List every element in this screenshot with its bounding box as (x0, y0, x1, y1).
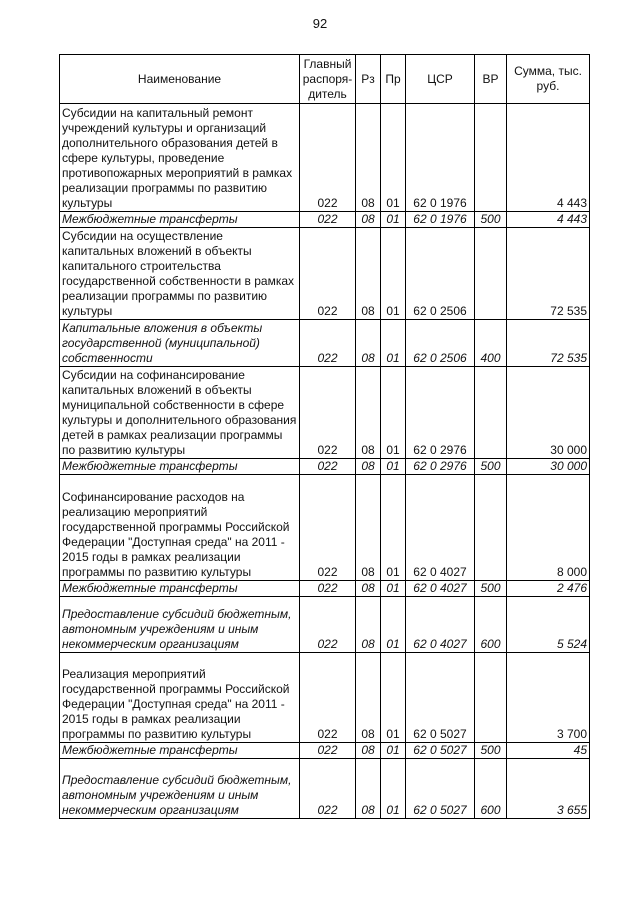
row-vr: 500 (475, 743, 507, 759)
row-pr: 01 (381, 212, 406, 228)
table-row (60, 743, 590, 759)
row-rz: 08 (356, 320, 381, 367)
row-vr: 500 (475, 459, 507, 475)
row-vr (475, 367, 507, 459)
row-name: Межбюджетные трансферты (60, 743, 300, 759)
row-rz: 08 (356, 212, 381, 228)
row-csr: 62 0 2506 (406, 320, 475, 367)
row-vr (475, 653, 507, 743)
row-rz: 08 (356, 459, 381, 475)
row-manager: 022 (300, 212, 356, 228)
row-vr: 500 (475, 581, 507, 597)
row-rz: 08 (356, 653, 381, 743)
row-name: Межбюджетные трансферты (60, 212, 300, 228)
row-sum: 3 700 (507, 653, 590, 743)
row-rz: 08 (356, 759, 381, 819)
table-row (60, 597, 590, 653)
row-sum: 30 000 (507, 459, 590, 475)
row-vr (475, 104, 507, 212)
row-csr: 62 0 4027 (406, 597, 475, 653)
row-pr: 01 (381, 367, 406, 459)
table-row (60, 581, 590, 597)
row-manager: 022 (300, 320, 356, 367)
row-manager: 022 (300, 759, 356, 819)
row-csr: 62 0 1976 (406, 212, 475, 228)
budget-table (59, 54, 590, 819)
row-rz: 08 (356, 104, 381, 212)
row-csr: 62 0 2976 (406, 459, 475, 475)
row-name: Субсидии на осуществление капитальных вложений в объекты капитального строительства государственной собственности в рамках реализации программы по развитию культуры (60, 228, 300, 320)
row-name: Предоставление субсидий бюджетным, автономным учреждениям и иным некоммерческим организациям (60, 597, 300, 653)
row-vr (475, 475, 507, 581)
table-row (60, 212, 590, 228)
row-csr: 62 0 4027 (406, 475, 475, 581)
row-pr: 01 (381, 759, 406, 819)
header-pr: Пр (381, 55, 406, 104)
row-pr: 01 (381, 104, 406, 212)
header-name: Наименование (60, 55, 300, 104)
row-pr: 01 (381, 653, 406, 743)
row-vr: 500 (475, 212, 507, 228)
row-name: Субсидии на софинансирование капитальных вложений в объекты муниципальной собственности в сфере культуры и дополнительного образования детей в рамках реализации программы по развитию культуры (60, 367, 300, 459)
table-row (60, 459, 590, 475)
row-csr: 62 0 5027 (406, 743, 475, 759)
row-csr: 62 0 5027 (406, 759, 475, 819)
row-vr (475, 228, 507, 320)
row-name: Реализация мероприятий государственной программы Российской Федерации "Доступная среда" на 2011 - 2015 годы в рамках реализации программы по развитию культуры (60, 653, 300, 743)
header-csr: ЦСР (406, 55, 475, 104)
row-name: Капитальные вложения в объекты государственной (муниципальной) собственности (60, 320, 300, 367)
table-row (60, 367, 590, 459)
row-pr: 01 (381, 320, 406, 367)
header-manager: Главный распоря-дитель (300, 55, 356, 104)
row-name: Предоставление субсидий бюджетным, автономным учреждениям и иным некоммерческим организациям (60, 759, 300, 819)
row-manager: 022 (300, 743, 356, 759)
header-row (60, 55, 590, 104)
row-pr: 01 (381, 581, 406, 597)
row-rz: 08 (356, 597, 381, 653)
row-rz: 08 (356, 228, 381, 320)
row-rz: 08 (356, 475, 381, 581)
row-pr: 01 (381, 228, 406, 320)
row-pr: 01 (381, 597, 406, 653)
row-name: Межбюджетные трансферты (60, 459, 300, 475)
table-row (60, 653, 590, 743)
row-name: Субсидии на капитальный ремонт учреждений культуры и организаций дополнительного образования детей в сфере культуры, проведение противопожарных мероприятий в рамках реализации программы по развитию культуры (60, 104, 300, 212)
row-sum: 5 524 (507, 597, 590, 653)
table-row (60, 228, 590, 320)
row-manager: 022 (300, 597, 356, 653)
row-sum: 4 443 (507, 212, 590, 228)
row-csr: 62 0 5027 (406, 653, 475, 743)
row-name: Софинансирование расходов на реализацию мероприятий государственной программы Российской Федерации "Доступная среда" на 2011 - 2015 годы в рамках реализации программы по развитию культуры (60, 475, 300, 581)
row-vr: 600 (475, 759, 507, 819)
row-rz: 08 (356, 581, 381, 597)
header-vr: ВР (475, 55, 507, 104)
row-vr: 600 (475, 597, 507, 653)
row-sum: 45 (507, 743, 590, 759)
row-manager: 022 (300, 104, 356, 212)
row-pr: 01 (381, 459, 406, 475)
row-rz: 08 (356, 367, 381, 459)
table-row (60, 104, 590, 212)
row-manager: 022 (300, 653, 356, 743)
row-sum: 3 655 (507, 759, 590, 819)
row-name: Межбюджетные трансферты (60, 581, 300, 597)
row-sum: 30 000 (507, 367, 590, 459)
row-csr: 62 0 1976 (406, 104, 475, 212)
header-sum: Сумма, тыс. руб. (507, 55, 590, 104)
row-csr: 62 0 2506 (406, 228, 475, 320)
row-sum: 72 535 (507, 228, 590, 320)
row-manager: 022 (300, 367, 356, 459)
table-row (60, 475, 590, 581)
row-sum: 8 000 (507, 475, 590, 581)
row-rz: 08 (356, 743, 381, 759)
row-csr: 62 0 4027 (406, 581, 475, 597)
table-row (60, 320, 590, 367)
row-manager: 022 (300, 459, 356, 475)
row-csr: 62 0 2976 (406, 367, 475, 459)
row-sum: 2 476 (507, 581, 590, 597)
row-vr: 400 (475, 320, 507, 367)
row-pr: 01 (381, 743, 406, 759)
row-manager: 022 (300, 475, 356, 581)
row-sum: 72 535 (507, 320, 590, 367)
table-row (60, 759, 590, 819)
row-sum: 4 443 (507, 104, 590, 212)
row-pr: 01 (381, 475, 406, 581)
row-manager: 022 (300, 228, 356, 320)
header-rz: Рз (356, 55, 381, 104)
row-manager: 022 (300, 581, 356, 597)
page-number: 92 (312, 16, 328, 31)
